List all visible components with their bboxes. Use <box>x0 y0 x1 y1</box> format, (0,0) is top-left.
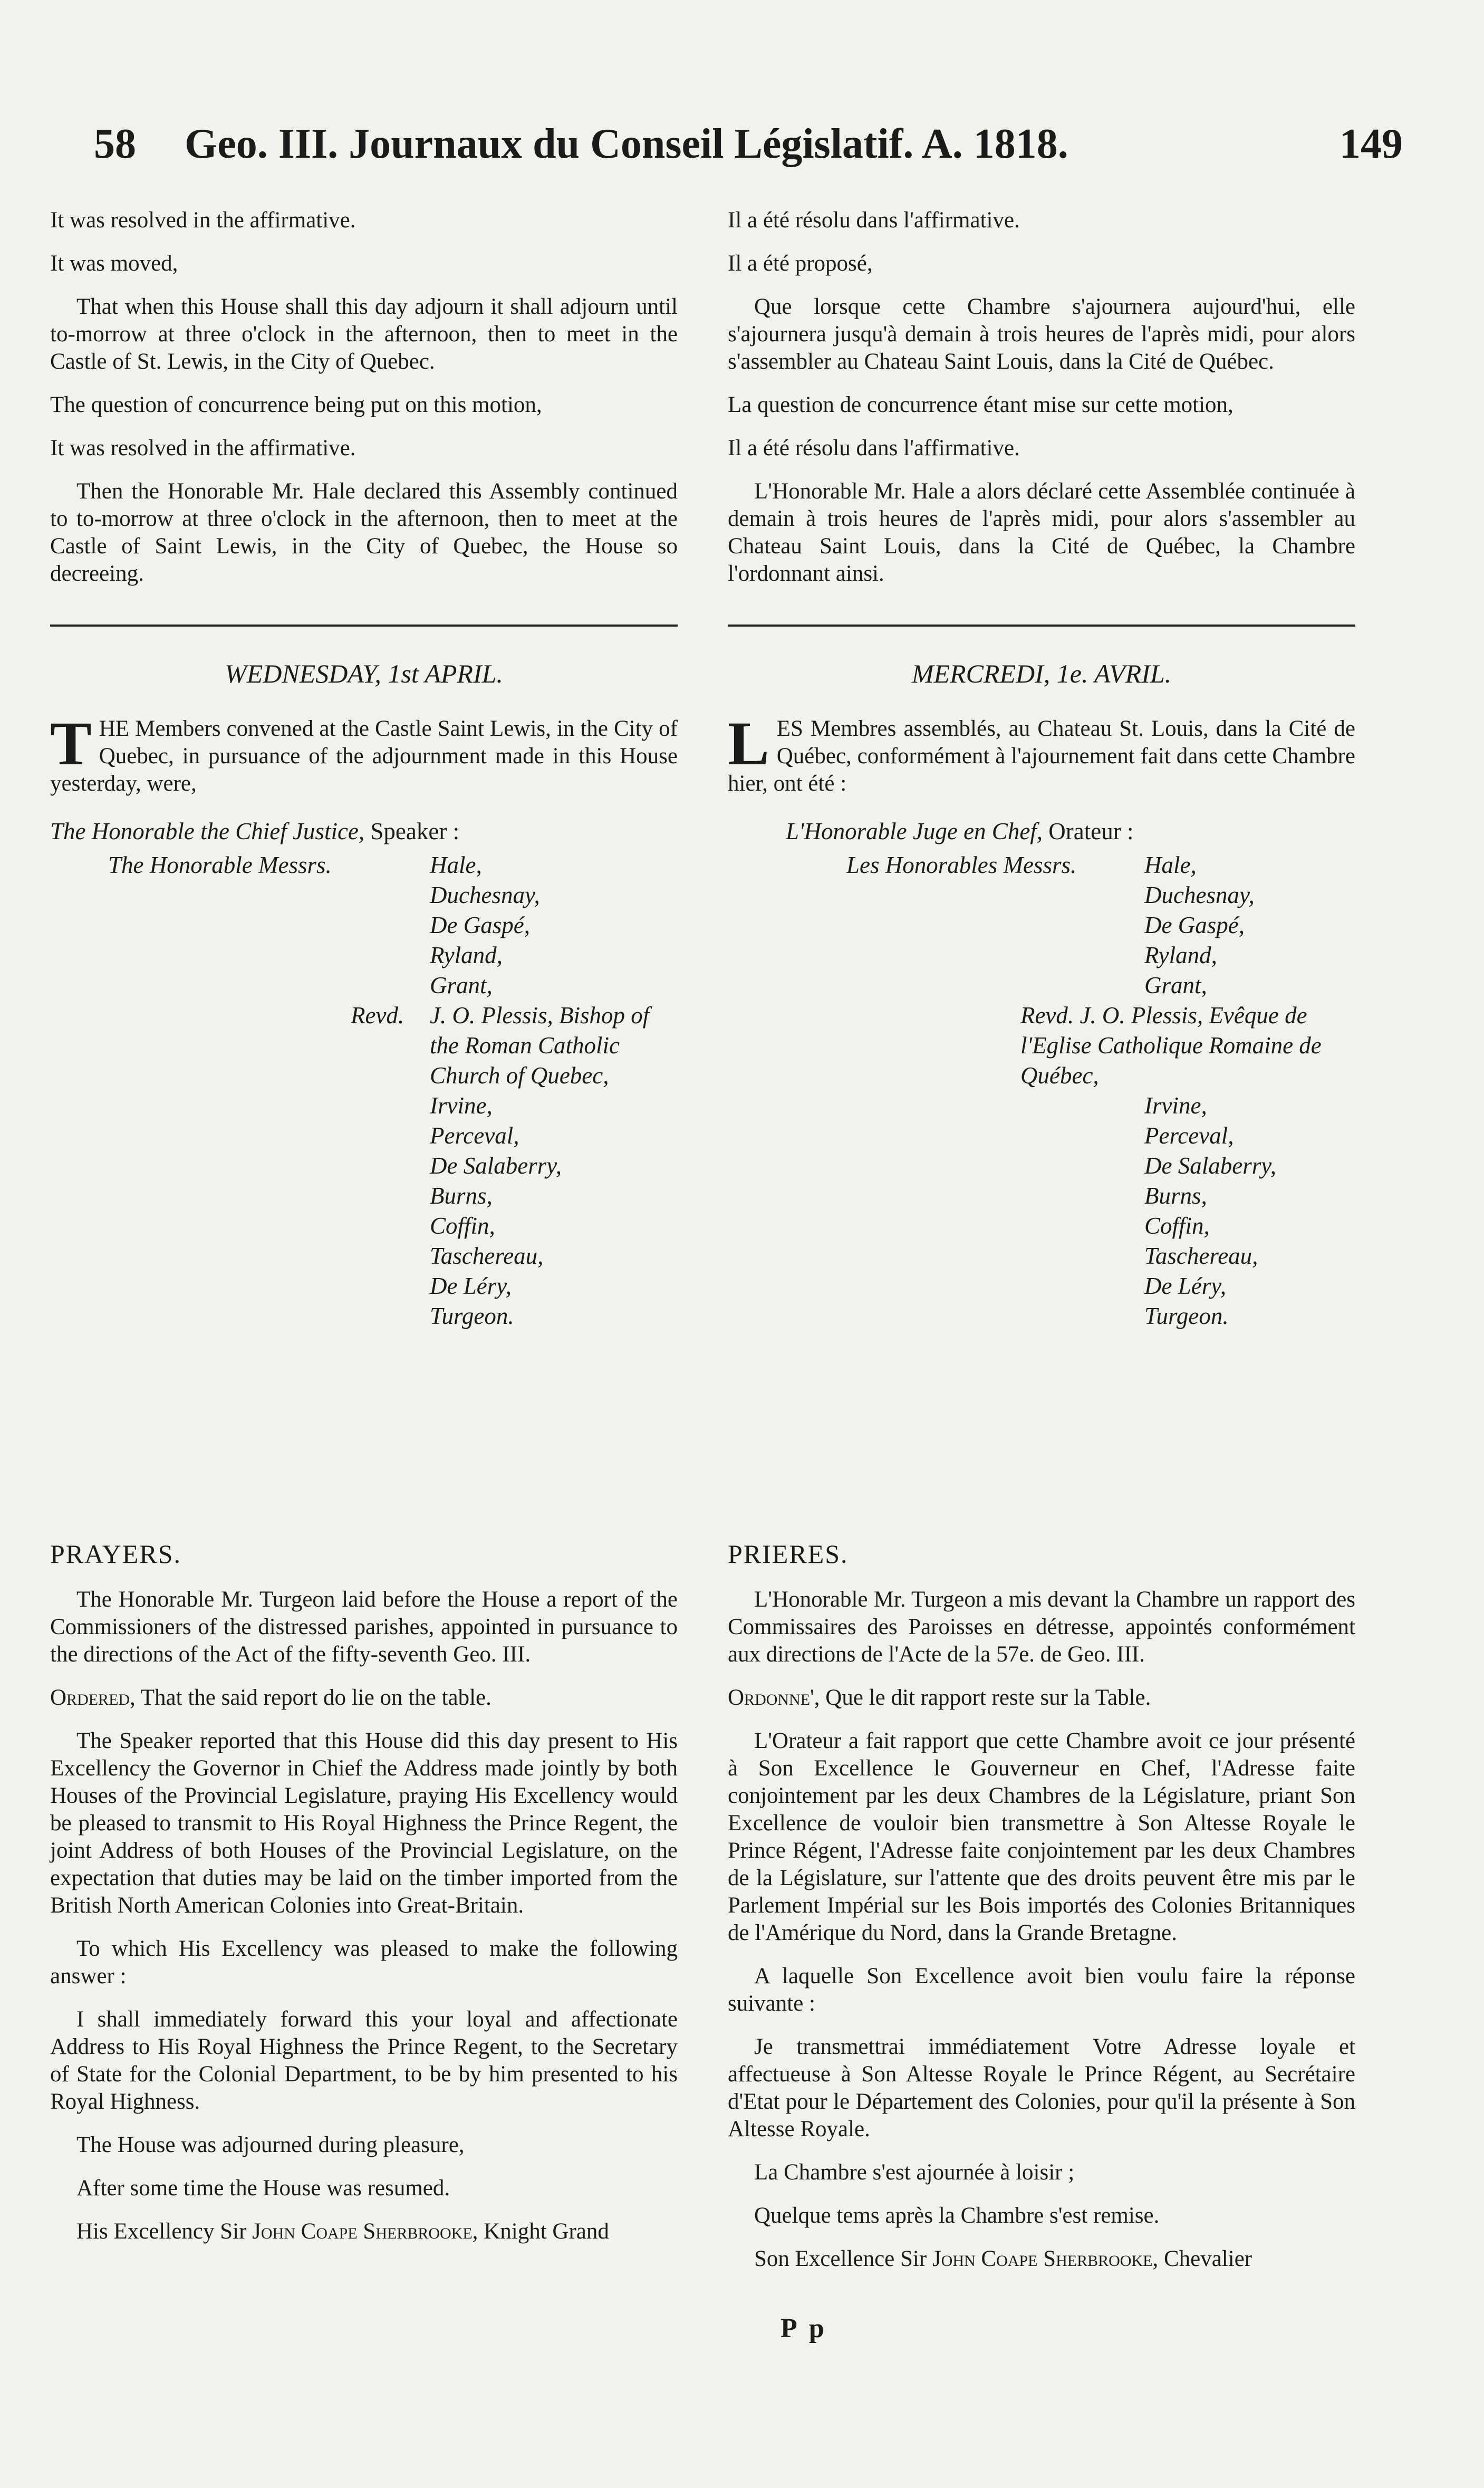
member-name: Turgeon. <box>1144 1303 1229 1329</box>
governor-lead: Son Excellence Sir <box>754 2246 932 2271</box>
member-name: Ryland, <box>1144 942 1217 968</box>
member-name: Irvine, <box>1144 1092 1207 1119</box>
member-name: Taschereau, <box>430 1243 544 1269</box>
motion-text: Que lorsque cette Chambre s'ajournera aujourd'hui, elle s'ajournera jusqu'à demain à trois heures de l'après midi, pour alors s'assembler au Chateau Saint Louis, dans la Cité de Québec. <box>728 294 1355 374</box>
members-names-2 <box>1144 1091 1355 1331</box>
speaker-name: The Honorable the Chief Justice, <box>50 818 365 844</box>
signature-mark: P p <box>780 2313 827 2343</box>
day-heading: WEDNESDAY, 1st APRIL. <box>225 659 503 688</box>
bishop-entry <box>1020 1001 1355 1091</box>
answer-text: Je transmettrai immédiatement Votre Adresse loyale et affectueuse à Son Altesse Royale le Prince Régent, au Secrétaire d'Etat pour le Département des Colonies, pour qu'il la présente à Son Altesse Royale. <box>728 2034 1355 2141</box>
answer-intro: To which His Excellency was pleased to make the following answer : <box>50 1936 678 1989</box>
member-name: Burns, <box>1144 1183 1207 1209</box>
member-bishop: J. O. Plessis, Bishop of the Roman Catholic Church of Quebec, <box>430 1002 650 1089</box>
member-name: Duchesnay, <box>430 882 540 908</box>
ordered-paragraph <box>50 1684 678 1712</box>
member-name: Irvine, <box>430 1092 493 1119</box>
ordered-lead: Ordonne', <box>728 1685 820 1710</box>
rev-label: Revd. <box>1020 1002 1074 1029</box>
member-name: De Salaberry, <box>430 1152 562 1179</box>
member-name: Hale, <box>1144 852 1197 878</box>
motion-line: It was moved, <box>50 251 178 276</box>
english-column <box>50 207 678 2261</box>
member-name: De Léry, <box>1144 1273 1226 1299</box>
running-title: Geo. III. Journaux du Conseil Législatif. A. 1818. <box>185 121 1068 167</box>
resolution-line: Il a été résolu dans l'affirmative. <box>728 208 1020 233</box>
french-column <box>728 207 1355 2289</box>
members-names <box>430 850 678 1331</box>
motion-line: Il a été proposé, <box>728 251 873 276</box>
convened-paragraph <box>50 709 678 798</box>
ordered-lead: Ordered, <box>50 1685 136 1710</box>
members-list <box>50 850 678 1539</box>
member-name: Coffin, <box>1144 1213 1210 1239</box>
governor-line <box>728 2245 1355 2273</box>
adjourned-line: La Chambre s'est ajournée à loisir ; <box>754 2160 1075 2185</box>
page-number: 149 <box>1340 121 1403 167</box>
member-name: Grant, <box>1144 972 1207 998</box>
governor-tail: Knight Grand <box>478 2219 609 2244</box>
section-divider <box>50 603 678 658</box>
speaker-role: Orateur : <box>1048 818 1134 844</box>
member-name: De Gaspé, <box>1144 912 1245 938</box>
member-name: Duchesnay, <box>1144 882 1255 908</box>
session-number: 58 <box>94 121 136 167</box>
answer-text: I shall immediately forward this your loyal and affectionate Address to His Royal Highness the Prince Regent, to the Secretary of State for the Colonial Department, to be by him presented to his Royal Highness. <box>50 2007 678 2114</box>
speaker-name: L'Honorable Juge en Chef, <box>786 818 1043 844</box>
adjournment-text: Then the Honorable Mr. Hale declared this Assembly continued to to-morrow at three o'clock in the afternoon, then to meet at the Castle of Saint Lewis, in the City of Quebec, the House so decreeing. <box>50 479 678 586</box>
prayers-heading: PRAYERS. <box>50 1539 181 1569</box>
member-name: De Salaberry, <box>1144 1152 1276 1179</box>
member-name: De Léry, <box>430 1273 512 1299</box>
members-label: The Honorable Messrs. <box>108 852 332 878</box>
resolution-line: It was resolved in the affirmative. <box>50 208 356 233</box>
member-name: Ryland, <box>430 942 503 968</box>
member-name: Coffin, <box>430 1213 495 1239</box>
member-name: Hale, <box>430 852 482 878</box>
members-label: Les Honorables Messrs. <box>846 852 1077 878</box>
drop-cap: T <box>50 709 92 778</box>
day-heading: MERCREDI, 1e. AVRIL. <box>911 659 1172 688</box>
resumed-line: Quelque tems après la Chambre s'est remise. <box>754 2203 1160 2228</box>
adjournment-text: L'Honorable Mr. Hale a alors déclaré cette Assemblée continuée à demain à trois heures de l'après midi, pour alors s'assembler au Chateau Saint Louis, dans la Cité de Québec, la Chambre l'ordonnant ainsi. <box>728 479 1355 586</box>
member-name: Perceval, <box>430 1122 519 1149</box>
resumed-line: After some time the House was resumed. <box>76 2176 450 2201</box>
governor-name: John Coape Sherbrooke, <box>932 2246 1159 2271</box>
ordered-text: Que le dit rapport reste sur la Table. <box>820 1685 1151 1710</box>
members-names <box>1144 850 1355 1001</box>
drop-cap: L <box>728 709 769 778</box>
member-name: Grant, <box>430 972 493 998</box>
resolution-line-2: It was resolved in the affirmative. <box>50 436 356 460</box>
prayers-heading: PRIERES. <box>728 1539 849 1569</box>
convened-text: HE Members convened at the Castle Saint Lewis, in the City of Quebec, in pursuance of the adjournment made in this House yesterday, were, <box>50 716 678 796</box>
governor-name: John Coape Sherbrooke, <box>252 2219 478 2244</box>
member-bishop: J. O. Plessis, Evêque de l'Eglise Catholique Romaine de Québec, <box>1020 1002 1322 1089</box>
member-name: De Gaspé, <box>430 912 530 938</box>
member-name: Burns, <box>430 1183 493 1209</box>
members-list <box>728 850 1355 1539</box>
convened-paragraph <box>728 709 1355 798</box>
address-paragraph: L'Orateur a fait rapport que cette Chambre avoit ce jour présenté à Son Excellence le Gouverneur en Chef, l'Adresse faite conjointement par les deux Chambres de la Législature, priant Son Excellence de vouloir bien transmettre à Son Altesse Royale le Prince Régent, l'Adresse faite conjointement par les deux Chambres de la Législature, sur l'attente que des droits peuvent être mis par le Parlement Impérial sur les Bois importés des Colonies Britanniques de l'Amérique du Nord, dans la Grande Bretagne. <box>728 1728 1355 1945</box>
resolution-line-2: Il a été résolu dans l'affirmative. <box>728 436 1020 460</box>
question-line: La question de concurrence étant mise sur cette motion, <box>728 392 1234 417</box>
adjourned-line: The House was adjourned during pleasure, <box>76 2132 465 2157</box>
speaker-line <box>728 816 1355 846</box>
rev-label: Revd. <box>351 1002 404 1029</box>
governor-lead: His Excellency Sir <box>76 2219 253 2244</box>
convened-text: ES Membres assemblés, au Chateau St. Louis, dans la Cité de Québec, conformément à l'ajournement fait dans cette Chambre hier, ont été : <box>728 716 1355 796</box>
ordered-paragraph <box>728 1684 1355 1712</box>
member-name: Perceval, <box>1144 1122 1234 1149</box>
answer-intro: A laquelle Son Excellence avoit bien voulu faire la réponse suivante : <box>728 1964 1355 2016</box>
governor-line <box>50 2218 678 2245</box>
report-paragraph: The Honorable Mr. Turgeon laid before the House a report of the Commissioners of the distressed parishes, appointed in pursuance to the directions of the Act of the fifty-seventh Geo. III. <box>50 1587 678 1667</box>
member-name: Taschereau, <box>1144 1243 1258 1269</box>
speaker-role: Speaker : <box>370 818 460 844</box>
report-paragraph: L'Honorable Mr. Turgeon a mis devant la Chambre un rapport des Commissaires des Paroisses en détresse, appointés conformément aux directions de l'Acte de la 57e. de Geo. III. <box>728 1587 1355 1667</box>
motion-text: That when this House shall this day adjourn it shall adjourn until to-morrow at three o'clock in the afternoon, then to meet in the Castle of St. Lewis, in the City of Quebec. <box>50 294 678 374</box>
section-divider <box>728 603 1355 658</box>
address-paragraph: The Speaker reported that this House did this day present to His Excellency the Governor in Chief the Address made jointly by both Houses of the Provincial Legislature, praying His Excellency would be pleased to transmit to His Royal Highness the Prince Regent, the joint Address of both Houses of the Provincial Legislature, on the expectation that duties may be laid on the timber imported from the British North American Colonies into Great-Britain. <box>50 1728 678 1918</box>
speaker-line <box>50 816 678 846</box>
ordered-text: That the said report do lie on the table. <box>135 1685 492 1710</box>
question-line: The question of concurrence being put on this motion, <box>50 392 542 417</box>
member-name: Turgeon. <box>430 1303 514 1329</box>
governor-tail: Chevalier <box>1158 2246 1252 2271</box>
